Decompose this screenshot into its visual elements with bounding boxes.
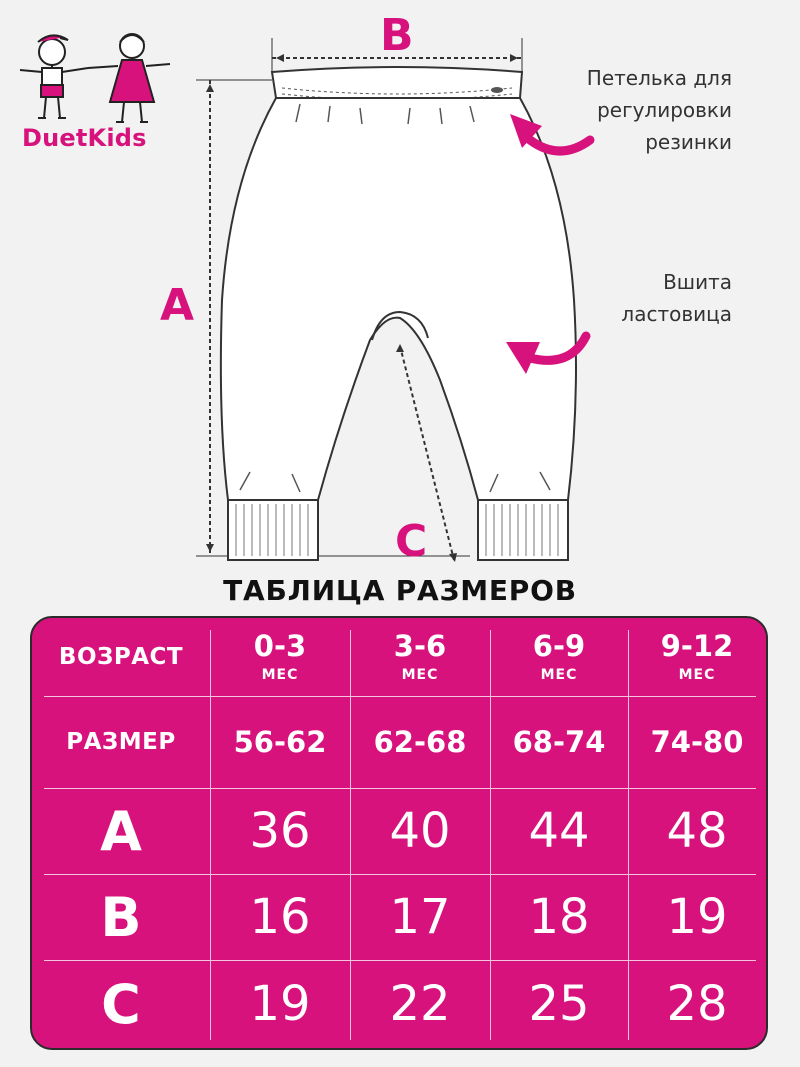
loop-note-line: резинки [645, 130, 732, 154]
measure-value: 40 [389, 803, 451, 859]
age-cell [210, 618, 350, 696]
age-header: ВОЗРАСТ [58, 644, 184, 670]
age-unit: МЕС [401, 666, 439, 683]
age-cell [350, 618, 490, 696]
age-range: 6-9 [532, 628, 586, 663]
measure-value: 48 [666, 803, 728, 859]
measure-value: 36 [249, 803, 311, 859]
measure-value: 18 [528, 889, 590, 945]
loop-note-line: регулировки [597, 98, 732, 122]
size-value: 74-80 [650, 725, 744, 759]
gusset-note-line: Вшита [663, 270, 732, 294]
age-unit: МЕС [678, 666, 716, 683]
gusset-note [532, 266, 732, 330]
size-value: 56-62 [233, 725, 327, 759]
age-cell [490, 618, 628, 696]
row-label-b: B [100, 885, 142, 949]
curved-arrow-icon [500, 100, 600, 170]
measure-value: 19 [249, 976, 311, 1032]
measure-value: 17 [389, 889, 451, 945]
age-cell [628, 618, 766, 696]
measure-value: 28 [666, 976, 728, 1032]
measure-value: 22 [389, 976, 451, 1032]
dimension-a-label: A [160, 280, 195, 331]
measure-value: 16 [249, 889, 311, 945]
size-table [30, 616, 768, 1050]
size-header: РАЗМЕР [66, 729, 176, 755]
measure-value: 19 [666, 889, 728, 945]
measure-value: 44 [528, 803, 590, 859]
table-title: ТАБЛИЦА РАЗМЕРОВ [223, 574, 577, 607]
age-range: 9-12 [660, 628, 734, 663]
loop-note-line: Петелька для [586, 66, 732, 90]
age-unit: МЕС [540, 666, 578, 683]
row-label-a: A [100, 799, 142, 863]
age-range: 3-6 [393, 628, 447, 663]
size-value: 68-74 [512, 725, 606, 759]
age-unit: МЕС [261, 666, 299, 683]
gusset-note-line: ластовица [621, 302, 732, 326]
brand-logo-text: DuetKids [22, 124, 147, 152]
dimension-c-label: C [395, 516, 428, 567]
age-range: 0-3 [253, 628, 307, 663]
size-value: 62-68 [373, 725, 467, 759]
dimension-b-label: B [380, 10, 414, 61]
curved-arrow-icon [500, 322, 600, 382]
measure-value: 25 [528, 976, 590, 1032]
row-label-c: C [101, 972, 141, 1036]
